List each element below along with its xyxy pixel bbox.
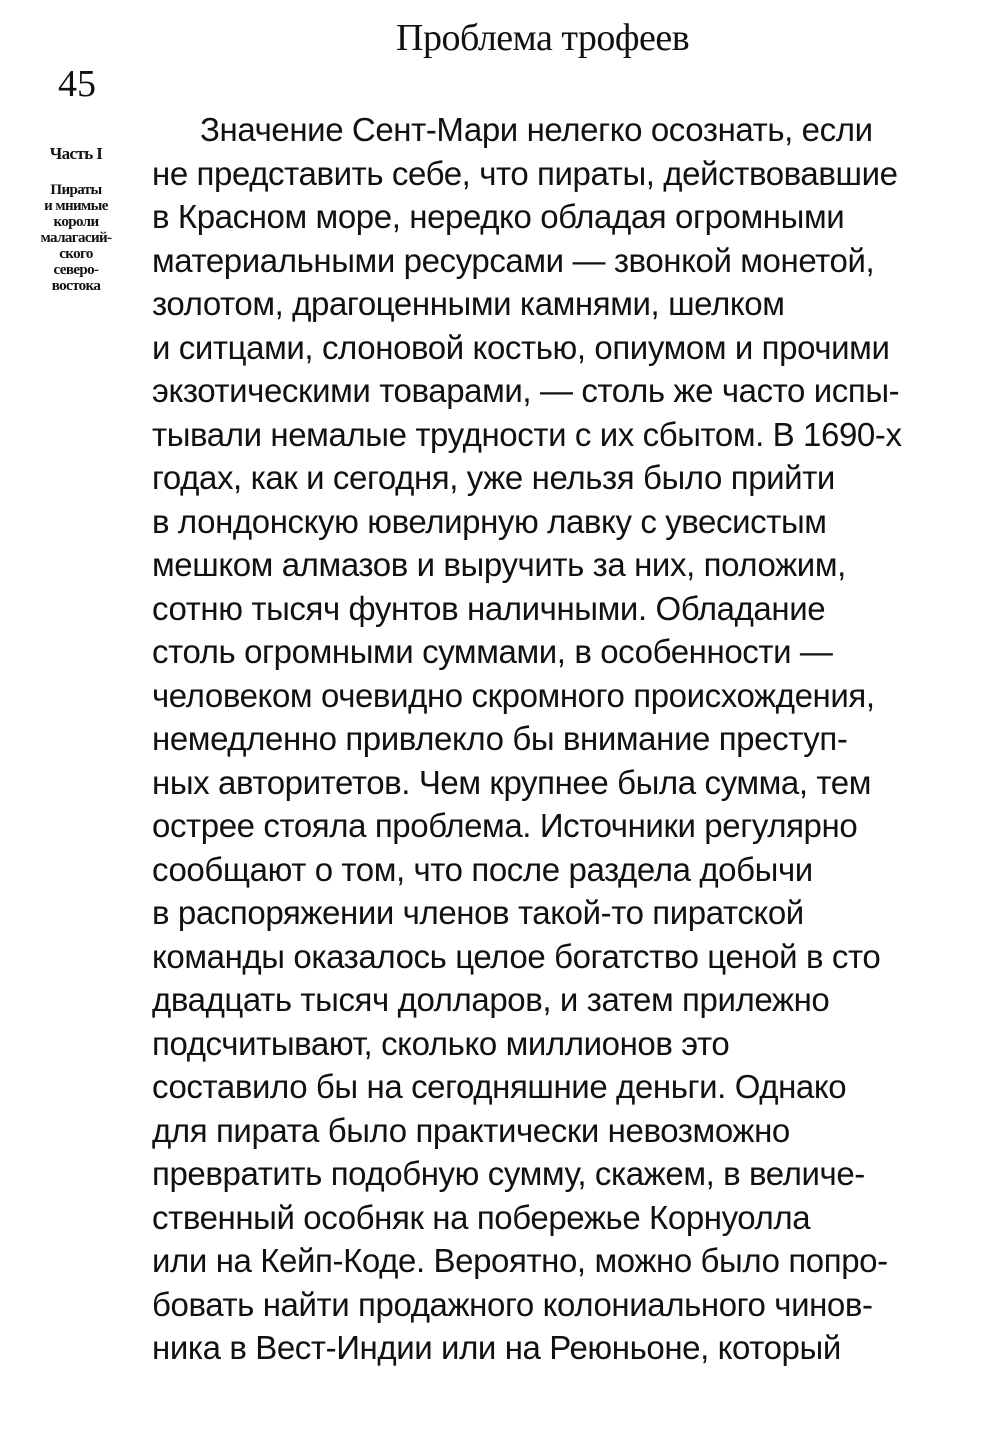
text-line: и ситцами, слоновой костью, опиумом и прочими <box>152 328 890 366</box>
text-line: столь огромными суммами, в особенности — <box>152 633 833 670</box>
margin-note-part: Часть I <box>49 144 103 163</box>
margin-note-topic: Пираты и мнимые короли малагасий- ского северо- востока <box>40 182 112 294</box>
text-line: в Красном море, нередко обладая огромными <box>152 198 845 235</box>
text-line: острее стояла проблема. Источники регулярно <box>152 807 858 844</box>
body-paragraph <box>152 108 962 1370</box>
text-line: тывали немалые трудности с их сбытом. В 1690-х <box>152 415 902 453</box>
text-line: ника в Вест-Индии или на Реюньоне, который <box>152 1329 841 1366</box>
text-line: Значение Сент-Мари нелегко осознать, если <box>200 111 873 148</box>
text-line: мешком алмазов и выручить за них, положим, <box>152 546 846 583</box>
text-line: ственный особняк на побережье Корнуолла <box>152 1198 811 1236</box>
section-title: Проблема трофеев <box>396 17 690 59</box>
text-line: для пирата было практически невозможно <box>152 1111 790 1149</box>
text-line: человеком очевидно скромного происхождения, <box>152 676 875 714</box>
text-line: в распоряжении членов такой-то пиратской <box>152 894 804 931</box>
text-line: или на Кейп-Коде. Вероятно, можно было попро- <box>152 1242 888 1279</box>
text-line: превратить подобную сумму, скажем, в величе- <box>152 1155 865 1192</box>
text-line: материальными ресурсами — звонкой монетой, <box>152 241 875 279</box>
text-line: составило бы на сегодняшние деньги. Однако <box>152 1068 847 1105</box>
text-line: золотом, драгоценными камнями, шелком <box>152 285 785 322</box>
text-line: не представить себе, что пираты, действовавшие <box>152 154 898 192</box>
text-line: двадцать тысяч долларов, и затем прилежно <box>152 981 830 1018</box>
text-line: сообщают о том, что после раздела добычи <box>152 850 813 888</box>
margin-note <box>26 146 126 294</box>
text-line: экзотическими товарами, — столь же часто испы- <box>152 372 900 409</box>
text-line: сотню тысяч фунтов наличными. Обладание <box>152 589 826 627</box>
text-line: подсчитывают, сколько миллионов это <box>152 1024 730 1062</box>
text-line: команды оказалось целое богатство ценой в сто <box>152 937 881 975</box>
text-line: в лондонскую ювелирную лавку с увесистым <box>152 502 827 540</box>
text-line: годах, как и сегодня, уже нельзя было прийти <box>152 459 835 496</box>
text-line: ных авторитетов. Чем крупнее была сумма, тем <box>152 763 871 801</box>
text-line: бовать найти продажного колониального чинов- <box>152 1285 873 1323</box>
text-line: немедленно привлекло бы внимание преступ- <box>152 720 848 757</box>
page-number: 45 <box>58 63 96 105</box>
